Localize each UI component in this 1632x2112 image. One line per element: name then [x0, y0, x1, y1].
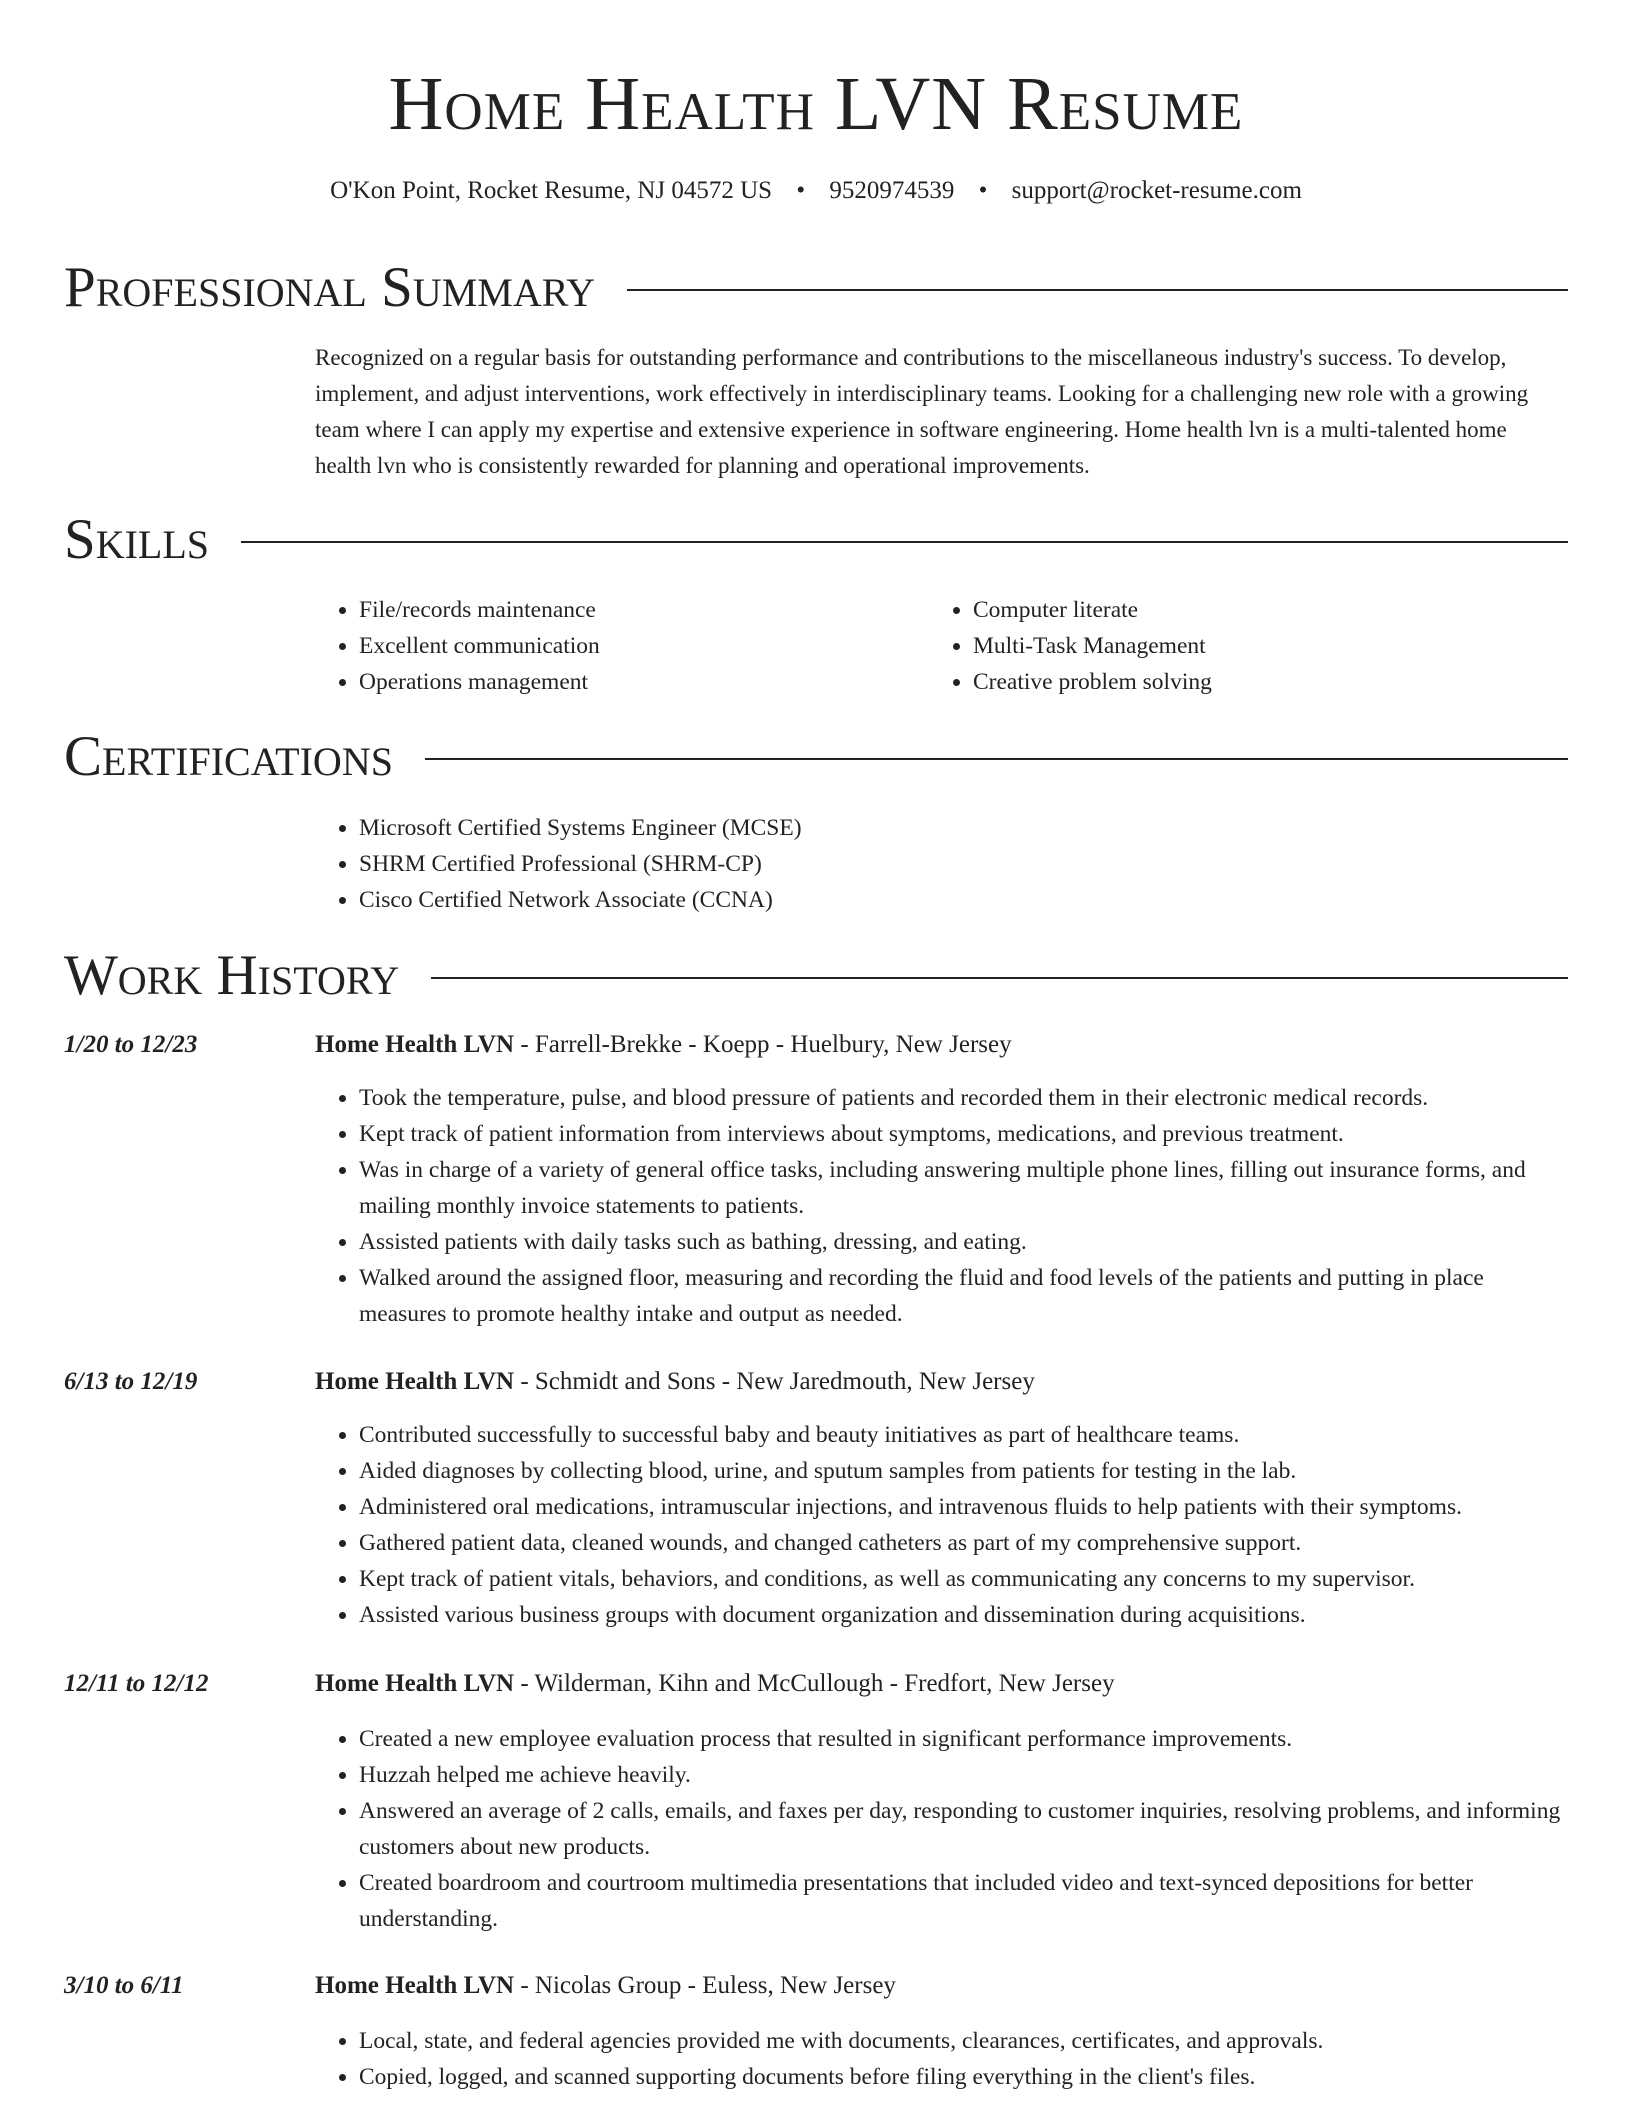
job-title: Home Health LVN [315, 1368, 515, 1395]
resume-title: Home Health LVN Resume [388, 62, 1244, 146]
summary-heading: Professional Summary [64, 256, 596, 319]
job-title: Home Health LVN [315, 1972, 515, 1999]
certifications-section-header [64, 724, 1568, 790]
job-employer: - Wilderman, Kihn and McCullough - Fredfort, New Jersey [514, 1670, 1115, 1697]
duty-item: • Kept track of patient information from interviews about symptoms, medications, and previous treatment. [359, 1116, 1568, 1152]
job-header [315, 1666, 1592, 1702]
certifications-block [315, 810, 1515, 918]
duties-list [315, 1721, 1568, 1937]
job-employer: - Schmidt and Sons - New Jaredmouth, New Jersey [514, 1368, 1035, 1395]
duties-list [315, 2023, 1568, 2095]
job-employer: - Nicolas Group - Euless, New Jersey [514, 1972, 896, 1999]
skills-column-right [929, 592, 1489, 700]
job-duties [315, 1417, 1568, 1633]
section-divider [425, 758, 1568, 760]
section-divider [241, 541, 1568, 543]
skill-item: • Computer literate [973, 592, 1489, 628]
job-duties [315, 2023, 1568, 2095]
contact-email: support@rocket-resume.com [1011, 177, 1302, 204]
duty-item: • Created boardroom and courtroom multimedia presentations that included video and text-synced depositions for better understanding. [359, 1865, 1568, 1937]
job-dates: 3/10 to 6/11 [64, 1972, 184, 1999]
contact-separator: • [796, 177, 806, 204]
contact-phone: 9520974539 [829, 177, 955, 204]
skill-item: • Operations management [359, 664, 875, 700]
work-section-header [64, 943, 1568, 1009]
skills-section-header [64, 507, 1568, 573]
duty-item: • Assisted patients with daily tasks such as bathing, dressing, and eating. [359, 1224, 1568, 1260]
job-employer: - Farrell-Brekke - Koepp - Huelbury, New Jersey [514, 1031, 1012, 1058]
duty-item: • Took the temperature, pulse, and blood pressure of patients and recorded them in their electronic medical records. [359, 1080, 1568, 1116]
job-dates: 6/13 to 12/19 [64, 1368, 198, 1395]
certification-item: • SHRM Certified Professional (SHRM-CP) [359, 846, 1515, 882]
contact-separator: • [978, 177, 988, 204]
job-dates: 1/20 to 12/23 [64, 1031, 198, 1058]
skill-item: • Excellent communication [359, 628, 875, 664]
skill-item: • Creative problem solving [973, 664, 1489, 700]
duty-item: • Gathered patient data, cleaned wounds, and changed catheters as part of my comprehensive support. [359, 1525, 1568, 1561]
summary-text: Recognized on a regular basis for outstanding performance and contributions to the miscellaneous industry's success. To develop, implement, and adjust interventions, work effectively in interdisciplinary teams. Looking for a challenging new role with a growing team where I can apply my expertise and extensive experience in software engineering. Home health lvn is a multi-talented home health lvn who is consistently rewarded for planning and operational improvements. [315, 345, 1529, 478]
skill-item: • Multi-Task Management [973, 628, 1489, 664]
section-divider [627, 289, 1568, 291]
skill-item: • File/records maintenance [359, 592, 875, 628]
certifications-heading: Certifications [64, 725, 393, 788]
job-header [315, 1968, 1592, 2004]
duties-list [315, 1417, 1568, 1633]
duties-list [315, 1080, 1568, 1332]
job-dates: 12/11 to 12/12 [64, 1670, 209, 1697]
skills-heading: Skills [64, 508, 210, 571]
certification-item: • Microsoft Certified Systems Engineer (MCSE) [359, 810, 1515, 846]
skills-column-left [315, 592, 875, 700]
certifications-list [315, 810, 1515, 918]
duty-item: • Created a new employee evaluation process that resulted in significant performance improvements. [359, 1721, 1568, 1757]
duty-item: • Contributed successfully to successful baby and beauty initiatives as part of healthcare teams. [359, 1417, 1568, 1453]
certification-item: • Cisco Certified Network Associate (CCNA) [359, 882, 1515, 918]
skills-list [929, 592, 1489, 700]
job-duties [315, 1721, 1568, 1937]
job-header [315, 1027, 1592, 1063]
section-divider [431, 977, 1568, 979]
duty-item: • Walked around the assigned floor, measuring and recording the fluid and food levels of the patients and putting in place measures to promote healthy intake and output as needed. [359, 1260, 1568, 1332]
contact-line [0, 174, 1632, 208]
skills-list [315, 592, 875, 700]
job-title: Home Health LVN [315, 1031, 515, 1058]
work-heading: Work History [64, 944, 400, 1007]
job-title: Home Health LVN [315, 1670, 515, 1697]
job-header [315, 1364, 1592, 1400]
duty-item: • Answered an average of 2 calls, emails, and faxes per day, responding to customer inquiries, resolving problems, and informing customers about new products. [359, 1793, 1568, 1865]
duty-item: • Administered oral medications, intramuscular injections, and intravenous fluids to help patients with their symptoms. [359, 1489, 1568, 1525]
duty-item: • Local, state, and federal agencies provided me with documents, clearances, certificates, and approvals. [359, 2023, 1568, 2059]
summary-section-header [64, 255, 1568, 321]
contact-address: O'Kon Point, Rocket Resume, NJ 04572 US [330, 177, 773, 204]
job-duties [315, 1080, 1568, 1332]
duty-item: • Huzzah helped me achieve heavily. [359, 1757, 1568, 1793]
duty-item: • Copied, logged, and scanned supporting documents before filing everything in the client's files. [359, 2059, 1568, 2095]
duty-item: • Was in charge of a variety of general office tasks, including answering multiple phone lines, filling out insurance forms, and mailing monthly invoice statements to patients. [359, 1152, 1568, 1224]
duty-item: • Aided diagnoses by collecting blood, urine, and sputum samples from patients for testing in the lab. [359, 1453, 1568, 1489]
duty-item: • Kept track of patient vitals, behaviors, and conditions, as well as communicating any concerns to my supervisor. [359, 1561, 1568, 1597]
duty-item: • Assisted various business groups with document organization and dissemination during acquisitions. [359, 1597, 1568, 1633]
